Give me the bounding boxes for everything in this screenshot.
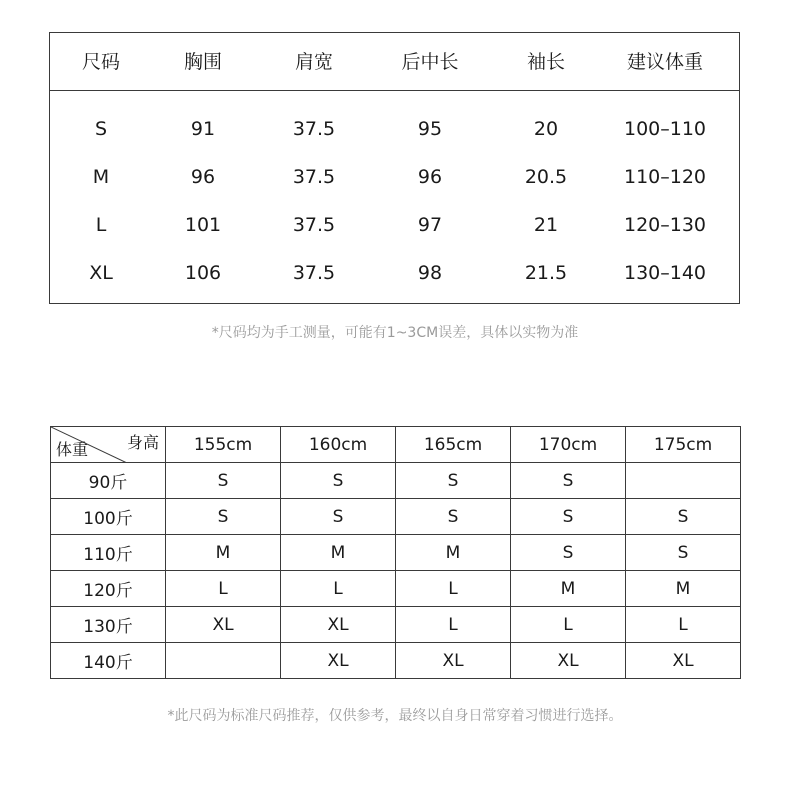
weight-cell: 130–140 [623,262,707,284]
shoulder-cell: 37.5 [292,118,336,140]
height-header: 175cm [626,427,741,463]
size-cell [626,463,741,499]
recommendation-note: *此尺码为标准尺码推荐，仅供参考，最终以自身日常穿着习惯进行选择。 [167,708,623,724]
size-cell: S [281,499,396,535]
size-chart-header [50,33,739,91]
shoulder-cell: 37.5 [292,262,336,284]
header-chest: 胸围 [183,51,223,73]
size-cell: M [396,535,511,571]
size-chart-table [49,32,740,304]
size-cell: XL [511,643,626,679]
weight-label: 130斤 [51,607,166,643]
back-length-cell: 98 [417,262,443,284]
size-cell: S [396,499,511,535]
weight-label: 120斤 [51,571,166,607]
size-cell: L [396,607,511,643]
size-cell: S [511,463,626,499]
size-cell: M [166,535,281,571]
size-cell: S [511,499,626,535]
weight-label: 90斤 [51,463,166,499]
header-size: 尺码 [81,51,121,73]
chest-cell: 96 [190,166,216,188]
weight-cell: 120–130 [623,214,707,236]
table-row [51,499,741,535]
chest-cell: 91 [190,118,216,140]
measurement-note: *尺码均为手工测量，可能有1~3CM误差，具体以实物为准 [211,325,579,341]
back-length-cell: 97 [417,214,443,236]
weight-axis-label: 体重 [56,440,89,459]
header-shoulder: 肩宽 [294,51,334,73]
height-header: 160cm [281,427,396,463]
size-cell: XL [626,643,741,679]
height-axis-label: 身高 [126,433,159,452]
size-cell: L [396,571,511,607]
size-cell: L [511,607,626,643]
size-cell: L [166,571,281,607]
size-cell: S [396,463,511,499]
size-cell: S [511,535,626,571]
table-row [51,535,741,571]
back-length-cell: 95 [417,118,443,140]
shoulder-cell: 37.5 [292,214,336,236]
size-cell: XL [396,643,511,679]
header-back-length: 后中长 [401,51,459,73]
size-cell: M [281,535,396,571]
size-cell: S [281,463,396,499]
back-length-cell: 96 [417,166,443,188]
size-cell: XL [89,262,113,284]
table-header-row [51,427,741,463]
weight-cell: 100–110 [623,118,707,140]
size-cell: S [626,535,741,571]
table-row [51,607,741,643]
size-cell: XL [281,643,396,679]
header-sleeve: 袖长 [526,51,566,73]
size-cell [166,643,281,679]
sleeve-cell: 21 [533,214,559,236]
size-recommendation-table [50,426,741,679]
table-row [51,643,741,679]
sleeve-cell: 20.5 [524,166,568,188]
weight-label: 140斤 [51,643,166,679]
size-cell: XL [281,607,396,643]
size-cell: XL [166,607,281,643]
size-cell: L [95,214,107,236]
sleeve-cell: 20 [533,118,559,140]
size-cell: S [166,499,281,535]
chest-cell: 101 [184,214,222,236]
weight-label: 110斤 [51,535,166,571]
chest-cell: 106 [184,262,222,284]
size-cell: S [94,118,108,140]
size-cell: L [626,607,741,643]
weight-cell: 110–120 [623,166,707,188]
height-header: 165cm [396,427,511,463]
size-cell: M [626,571,741,607]
table-row [51,571,741,607]
header-weight: 建议体重 [626,51,704,73]
size-cell: M [92,166,110,188]
weight-label: 100斤 [51,499,166,535]
size-cell: S [166,463,281,499]
size-cell: M [511,571,626,607]
size-cell: L [281,571,396,607]
height-header: 155cm [166,427,281,463]
table-row [51,463,741,499]
corner-cell [51,427,166,463]
height-header: 170cm [511,427,626,463]
sleeve-cell: 21.5 [524,262,568,284]
shoulder-cell: 37.5 [292,166,336,188]
size-cell: S [626,499,741,535]
